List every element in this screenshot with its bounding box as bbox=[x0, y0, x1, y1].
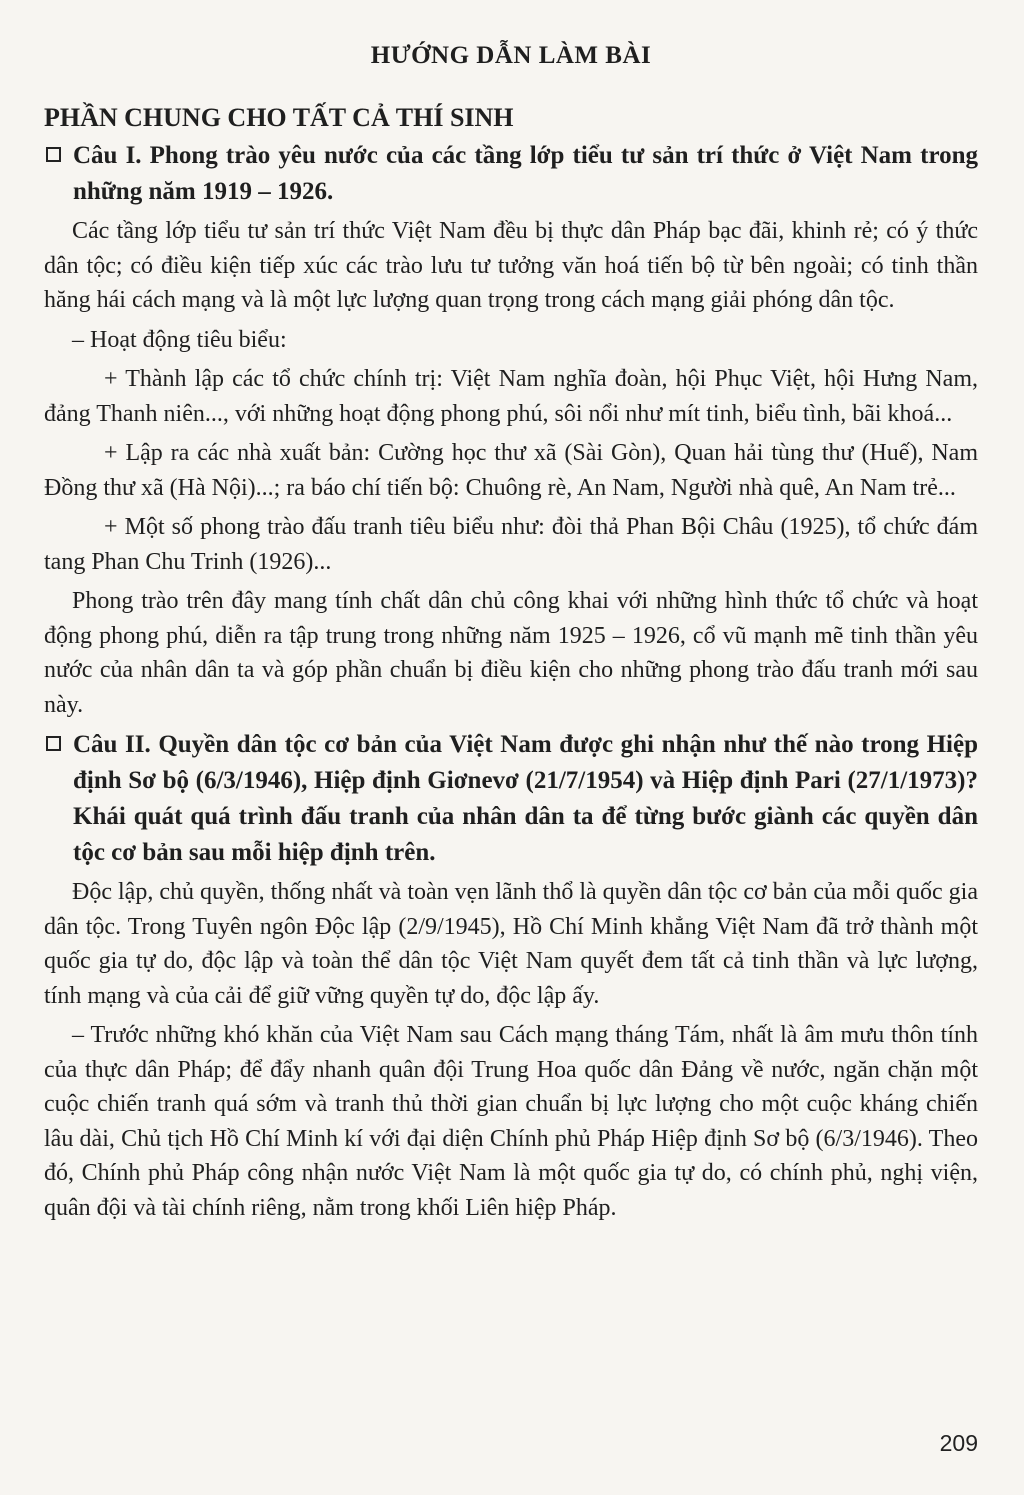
paragraph: – Hoạt động tiêu biểu: bbox=[72, 326, 287, 353]
document-page bbox=[44, 36, 978, 1230]
paragraph: Độc lập, chủ quyền, thống nhất và toàn vẹn lãnh thổ là quyền dân tộc cơ bản của mỗi quốc gia dân tộc. Trong Tuyên ngôn Độc lập (2/9/1945), Hồ Chí Minh khẳng Việt Nam đã trở thành một quốc gia tự do, độc lập và toàn thể dân tộc Việt Nam quyết đem tất cả tinh thần và lực lượng, tính mạng và của cải để giữ vững quyền tự do, độc lập ấy. bbox=[44, 879, 978, 1009]
question-2 bbox=[44, 727, 978, 871]
page-title: HƯỚNG DẪN LÀM BÀI bbox=[370, 42, 652, 69]
checkbox-square-icon bbox=[46, 736, 61, 751]
page-number: 209 bbox=[939, 1430, 978, 1456]
part-title: PHẦN CHUNG CHO TẤT CẢ THÍ SINH bbox=[44, 103, 514, 132]
checkbox-square-icon bbox=[46, 147, 61, 162]
paragraph: – Trước những khó khăn của Việt Nam sau Cách mạng tháng Tám, nhất là âm mưu thôn tính của thực dân Pháp; để đẩy nhanh quân đội Trung Hoa quốc dân Đảng về nước, ngăn chặn một cuộc chiến tranh quá sớm và tranh thủ thời gian chuẩn bị lực lượng cho một cuộc kháng chiến lâu dài, Chủ tịch Hồ Chí Minh kí với đại diện Chính phủ Pháp Hiệp định Sơ bộ (6/3/1946). Theo đó, Chính phủ Pháp công nhận nước Việt Nam là một quốc gia tự do, có chính phủ, nghị viện, quân đội và tài chính riêng, nằm trong khối Liên hiệp Pháp. bbox=[44, 1022, 978, 1221]
paragraph: Phong trào trên đây mang tính chất dân chủ công khai với những hình thức tổ chức và hoạt động phong phú, diễn ra tập trung trong những năm 1925 – 1926, cổ vũ mạnh mẽ tinh thần yêu nước của nhân dân ta và góp phần chuẩn bị điều kiện cho những phong trào đấu tranh mới sau này. bbox=[44, 588, 978, 718]
question-1 bbox=[44, 138, 978, 210]
paragraph: + Thành lập các tổ chức chính trị: Việt Nam nghĩa đoàn, hội Phục Việt, hội Hưng Nam, đảng Thanh niên..., với những hoạt động phong phú, sôi nổi như mít tinh, biểu tình, bãi khoá... bbox=[44, 366, 978, 427]
paragraph: + Lập ra các nhà xuất bản: Cường học thư xã (Sài Gòn), Quan hải tùng thư (Huế), Nam Đồng thư xã (Hà Nội)...; ra báo chí tiến bộ: Chuông rè, An Nam, Người nhà quê, An Nam trẻ... bbox=[44, 440, 978, 501]
question-1-title: Câu I. Phong trào yêu nước của các tầng lớp tiểu tư sản trí thức ở Việt Nam trong những năm 1919 – 1926. bbox=[73, 142, 978, 205]
question-2-title: Câu II. Quyền dân tộc cơ bản của Việt Nam được ghi nhận như thế nào trong Hiệp định Sơ bộ (6/3/1946), Hiệp định Giơnevơ (21/7/1954) và Hiệp định Pari (27/1/1973)? Khái quát quá trình đấu tranh của nhân dân ta để từng bước giành các quyền dân tộc cơ bản sau mỗi hiệp định trên. bbox=[73, 731, 978, 866]
paragraph: + Một số phong trào đấu tranh tiêu biểu như: đòi thả Phan Bội Châu (1925), tổ chức đám tang Phan Chu Trinh (1926)... bbox=[44, 514, 978, 575]
paragraph: Các tầng lớp tiểu tư sản trí thức Việt Nam đều bị thực dân Pháp bạc đãi, khinh rẻ; có ý thức dân tộc; có điều kiện tiếp xúc các trào lưu tư tưởng văn hoá tiến bộ từ bên ngoài; có tinh thần hăng hái cách mạng và là một lực lượng quan trọng trong cách mạng giải phóng dân tộc. bbox=[44, 218, 978, 313]
